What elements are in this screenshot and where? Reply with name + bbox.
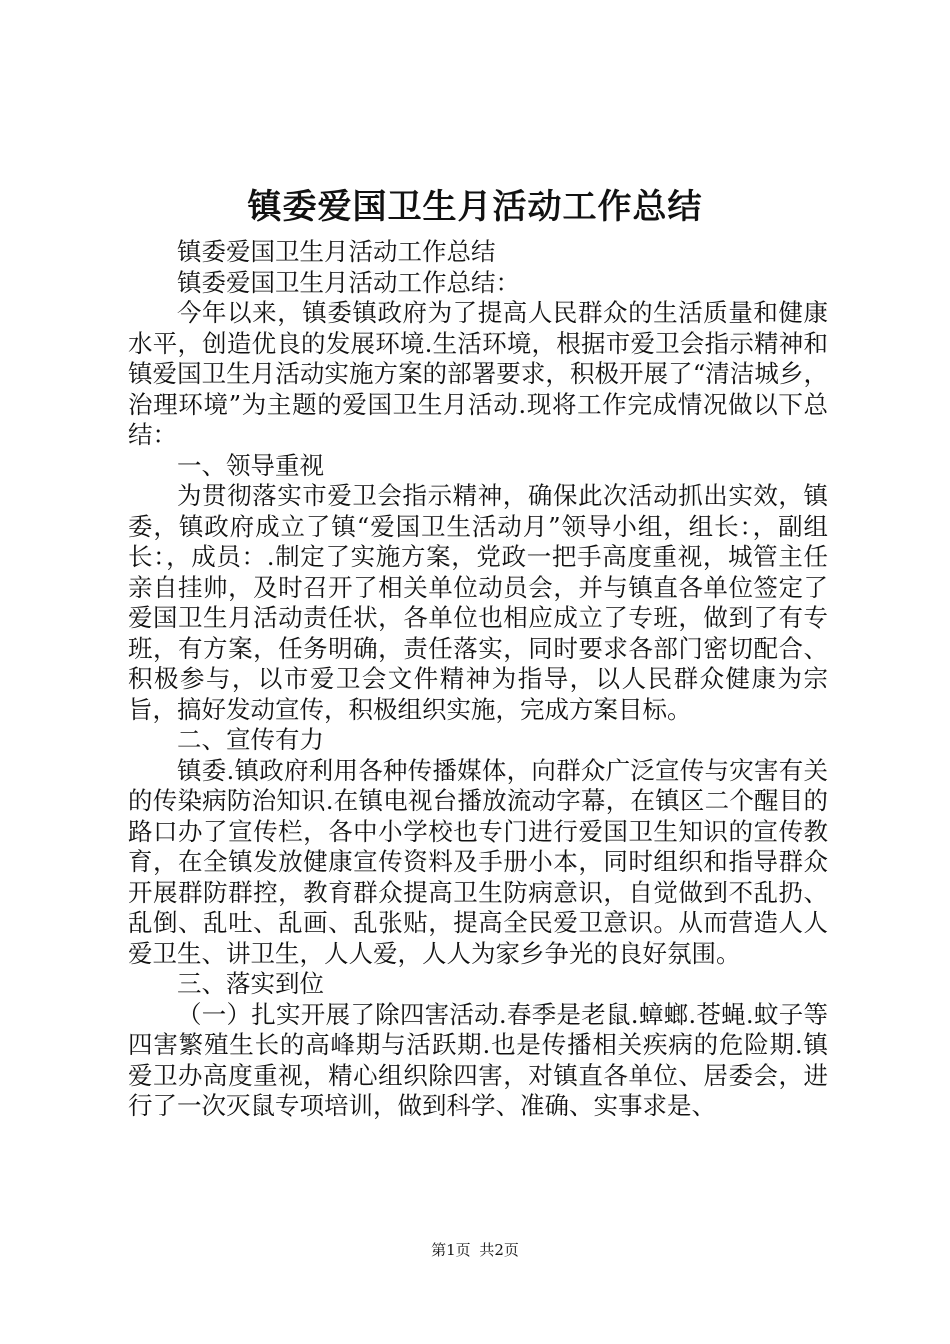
page-total: 共2页 — [479, 1241, 519, 1259]
document-title: 镇委爱国卫生月活动工作总结 — [247, 187, 703, 227]
page-footer — [0, 1240, 950, 1260]
paragraph-salutation: 镇委爱国卫生月活动工作总结： — [177, 267, 520, 297]
section-heading-publicity: 二、宣传有力 — [177, 725, 324, 754]
paragraph-intro: 今年以来，镇委镇政府为了提高人民群众的生活质量和健康水平，创造优良的发展环境.生活环境，根据市爱卫会指示精神和镇爱国卫生月活动实施方案的部署要求，积极开展了“清洁城乡，治理环境”为主题的爱国卫生月活动.现将工作完成情况做以下总结： — [128, 298, 828, 449]
section-heading-leadership: 一、领导重视 — [177, 450, 324, 480]
document-body — [128, 237, 828, 1122]
paragraph-publicity: 镇委.镇政府利用各种传播媒体，向群众广泛宣传与灾害有关的传染病防治知识.在镇电视台播放流动字幕，在镇区二个醒目的路口办了宣传栏，各中小学校也专门进行爱国卫生知识的宣传教育，在全镇发放健康宣传资料及手册小本，同时组织和指导群众开展群防群控，教育群众提高卫生防病意识，自觉做到不乱扔、乱倒、乱吐、乱画、乱张贴，提高全民爱卫意识。从而营造人人爱卫生、讲卫生，人人爱，人人为家乡争光的良好氛围。 — [128, 755, 828, 968]
paragraph-leadership: 为贯彻落实市爱卫会指示精神，确保此次活动抓出实效，镇委，镇政府成立了镇“爱国卫生活动月”领导小组，组长：，副组长：，成员：.制定了实施方案，党政一把手高度重视，城管主任亲自挂帅，及时召开了相关单位动员会，并与镇直各单位签定了爱国卫生月活动责任状，各单位也相应成立了专班，做到了有专班，有方案，任务明确，责任落实，同时要求各部门密切配合、积极参与，以市爱卫会文件精神为指导，以人民群众健康为宗旨，搞好发动宣传，积极组织实施，完成方案目标。 — [128, 481, 828, 724]
paragraph-implementation: （一）扎实开展了除四害活动.春季是老鼠.蟑螂.苍蝇.蚊子等四害繁殖生长的高峰期与活跃期.也是传播相关疾病的危险期.镇爱卫办高度重视，精心组织除四害，对镇直各单位、居委会，进行了一次灭鼠专项培训，做到科学、准确、实事求是、 — [128, 999, 828, 1120]
paragraph-subtitle: 镇委爱国卫生月活动工作总结 — [177, 237, 496, 266]
page-number: 第1页 — [431, 1241, 471, 1259]
section-heading-implementation: 三、落实到位 — [177, 969, 324, 998]
